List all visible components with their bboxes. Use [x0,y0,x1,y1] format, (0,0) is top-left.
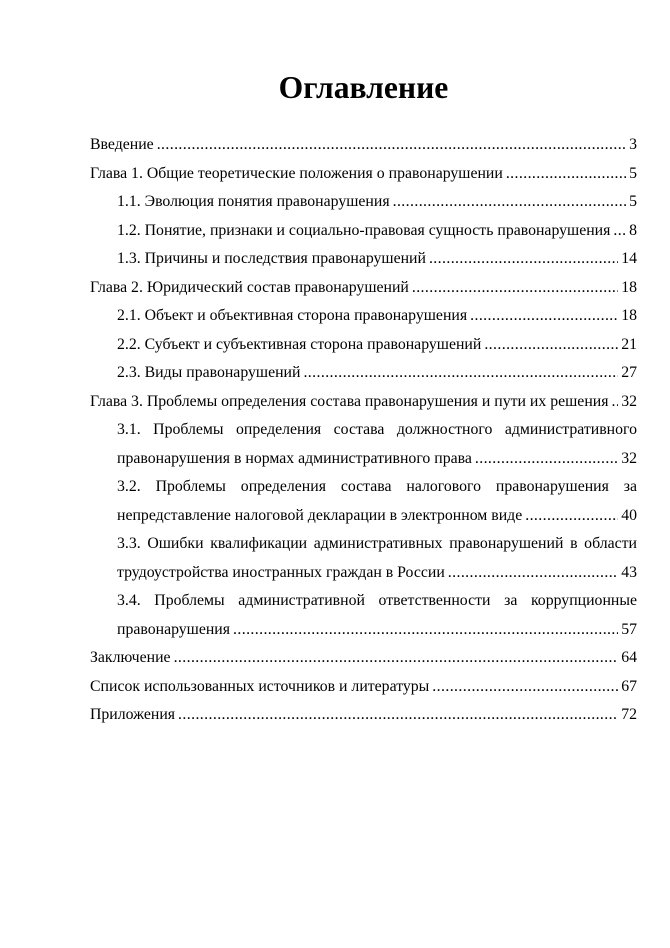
toc-entry[interactable] [90,217,637,246]
toc-entry-row [90,131,637,160]
dot-leader [393,188,627,217]
dot-leader [178,701,618,730]
toc-entry-row [90,701,637,730]
dot-leader [470,302,618,331]
toc-entry[interactable] [90,331,637,360]
page-number: 27 [621,364,637,381]
toc-entry[interactable] [90,160,637,189]
dot-leader [412,274,618,303]
page-number: 21 [621,335,637,353]
page-number: 18 [621,278,637,296]
toc-entry-row [117,331,637,360]
toc-entry[interactable] [90,302,637,331]
page-number: 5 [629,164,637,182]
toc-entry-row [90,644,637,673]
toc-entry-text: Заключение [90,649,171,666]
dot-leader [475,445,618,474]
toc-entry[interactable] [90,530,637,587]
toc-list [90,131,637,730]
page-number: 57 [621,620,637,638]
toc-entry-wrap-line: 3.2. Проблемы определения состава налогового правонарушения за [117,478,637,495]
page-number: 32 [621,449,637,467]
toc-entry-text: трудоустройства иностранных граждан в России [117,563,445,581]
toc-entry-text: Глава 2. Юридический состав правонарушений [90,278,409,296]
toc-entry[interactable] [90,644,637,673]
toc-entry-row [117,245,637,274]
dot-leader [303,359,618,388]
toc-entry-row [117,302,637,331]
toc-entry[interactable] [90,131,637,160]
toc-entry-row [117,616,637,645]
toc-entry-row [90,388,637,417]
toc-entry-text: 2.2. Субъект и субъективная сторона правонарушений [117,335,482,353]
dot-leader [506,160,626,189]
toc-title: Оглавление [278,70,449,105]
page-number: 67 [621,677,637,695]
dot-leader [525,502,618,531]
toc-entry-text: Глава 1. Общие теоретические положения о правонарушении [90,164,503,182]
page-number: 8 [629,221,637,239]
page-number: 18 [621,307,637,324]
toc-entry-text: правонарушения [117,620,231,638]
toc-entry-row [90,160,637,189]
toc-entry-text: 1.2. Понятие, признаки и социально-правовая сущность правонарушения [117,221,611,239]
dot-leader [448,559,618,588]
toc-entry-row [117,502,637,531]
dot-leader [432,673,618,702]
page-number: 43 [621,563,637,581]
dot-leader [484,331,618,360]
toc-entry-row [117,359,637,388]
toc-entry-wrap-line: 3.4. Проблемы административной ответственности за коррупционные [117,592,637,609]
page-number: 14 [621,250,637,267]
page-number: 5 [629,193,637,210]
dot-leader [233,616,618,645]
dot-leader [157,131,626,160]
toc-entry-row [90,274,637,303]
toc-entry-row [117,188,637,217]
toc-entry[interactable] [90,416,637,473]
page-number: 3 [629,136,637,153]
toc-entry[interactable] [90,587,637,644]
toc-entry[interactable] [90,673,637,702]
page-number: 72 [621,706,637,723]
toc-entry-text: Список использованных источников и литературы [90,677,430,695]
toc-entry[interactable] [90,245,637,274]
toc-entry[interactable] [90,274,637,303]
toc-entry-row [117,445,637,474]
page-number: 32 [621,392,637,410]
toc-entry[interactable] [90,473,637,530]
toc-entry-text: 2.1. Объект и объективная сторона правонарушения [117,307,468,324]
toc-entry-text: Глава 3. Проблемы определения состава правонарушения и пути их решения [90,392,609,410]
page-number: 64 [621,649,637,666]
toc-entry-text: Введение [90,136,154,153]
toc-entry[interactable] [90,188,637,217]
toc-entry-row [117,217,637,246]
dot-leader [613,217,626,246]
toc-entry-row [117,559,637,588]
dot-leader [174,644,619,673]
toc-entry-text: правонарушения в нормах административного права [117,449,472,467]
toc-entry-text: 1.1. Эволюция понятия правонарушения [117,193,390,210]
toc-entry[interactable] [90,701,637,730]
toc-entry-text: 1.3. Причины и последствия правонарушений [117,250,426,267]
page-number: 40 [621,506,637,524]
dot-leader [429,245,618,274]
toc-entry-text: непредставление налоговой декларации в электронном виде [117,506,523,524]
toc-entry-text: Приложения [90,706,176,723]
toc-entry-wrap-line: 3.1. Проблемы определения состава должностного административного [117,421,637,438]
toc-entry[interactable] [90,388,637,417]
toc-entry-text: 2.3. Виды правонарушений [117,364,301,381]
dot-leader [612,388,619,417]
toc-entry-wrap-line: 3.3. Ошибки квалификации административных правонарушений в области [117,535,637,552]
toc-entry-row [90,673,637,702]
toc-entry[interactable] [90,359,637,388]
